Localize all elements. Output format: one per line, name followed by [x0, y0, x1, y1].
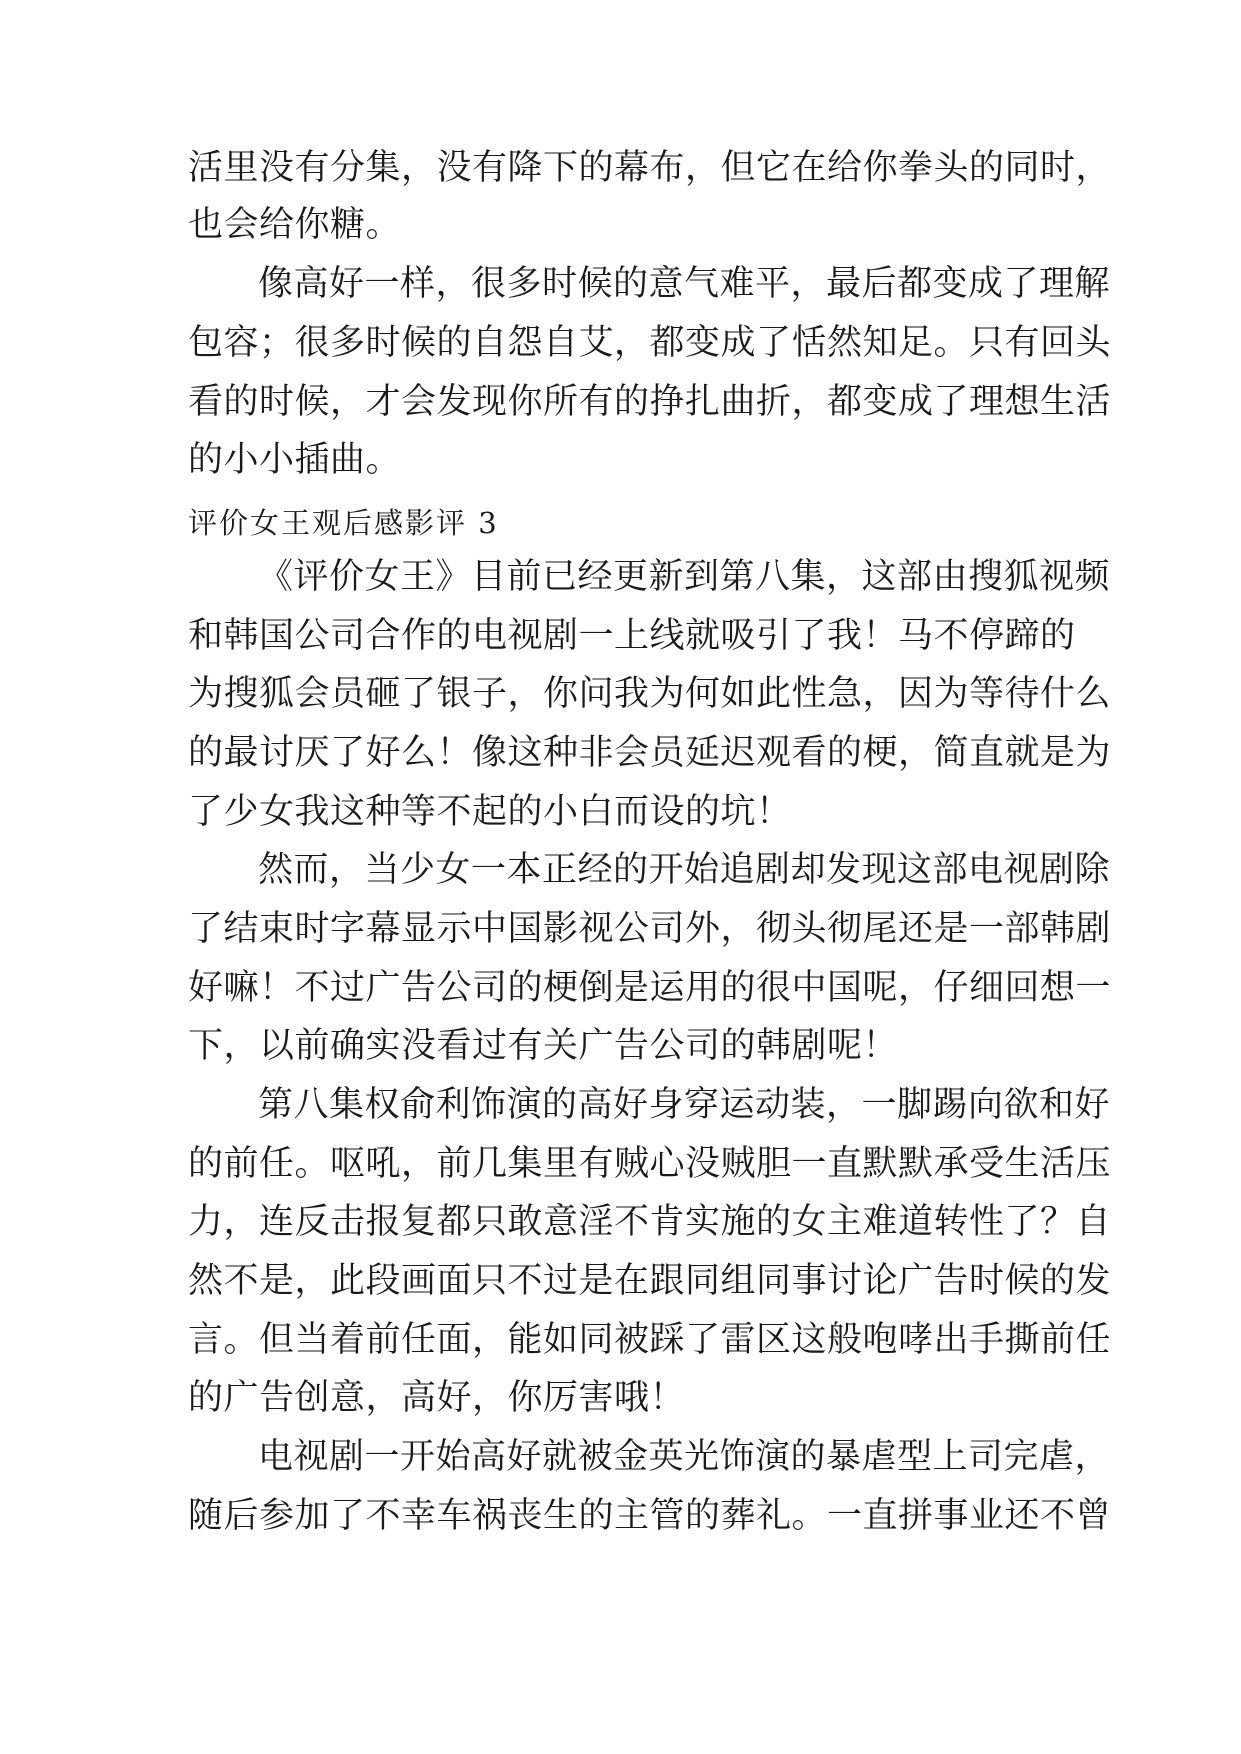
- text-line: 的小小插曲。: [188, 440, 402, 480]
- text-line: 《评价女王》目前已经更新到第八集，这部由搜狐视频: [258, 557, 1111, 597]
- text-line: 下，以前确实没看过有关广告公司的韩剧呢！: [188, 1026, 899, 1066]
- text-line: 随后参加了不幸车祸丧生的主管的葬礼。一直拼事业还不曾: [188, 1496, 1112, 1536]
- text-line: 电视剧一开始高好就被金英光饰演的暴虐型上司完虐，: [258, 1437, 1111, 1477]
- text-line: 像高好一样，很多时候的意气难平，最后都变成了理解: [258, 264, 1111, 304]
- text-line: 第八集权俞利饰演的高好身穿运动装，一脚踢向欲和好: [258, 1085, 1111, 1125]
- text-line: 的广告创意，高好，你厉害哦！: [188, 1378, 686, 1418]
- text-line: 也会给你糖。: [188, 205, 402, 245]
- text-line: 言。但当着前任面，能如同被踩了雷区这般咆哮出手撕前任: [188, 1320, 1112, 1360]
- text-line: 力，连反击报复都只敢意淫不肯实施的女主难道转性了？自: [188, 1202, 1112, 1242]
- text-line: 然不是，此段画面只不过是在跟同组同事讨论广告时候的发: [188, 1261, 1112, 1301]
- text-line: 的最讨厌了好么！像这种非会员延迟观看的梗，简直就是为: [188, 733, 1112, 773]
- text-line: 包容；很多时候的自怨自艾，都变成了恬然知足。只有回头: [188, 323, 1112, 363]
- text-line: 然而，当少女一本正经的开始追剧却发现这部电视剧除: [258, 850, 1111, 890]
- text-line: 活里没有分集，没有降下的幕布，但它在给你拳头的同时，: [188, 148, 1112, 188]
- text-line: 了少女我这种等不起的小白而设的坑！: [188, 792, 792, 832]
- text-line: 了结束时字幕显示中国影视公司外，彻头彻尾还是一部韩剧: [188, 909, 1112, 949]
- text-line: 为搜狐会员砸了银子，你问我为何如此性急，因为等待什么: [188, 674, 1112, 714]
- section-heading: 评价女王观后感影评 3: [188, 506, 499, 540]
- text-line: 的前任。呕吼，前几集里有贼心没贼胆一直默默承受生活压: [188, 1144, 1112, 1184]
- text-line: 好嘛！不过广告公司的梗倒是运用的很中国呢，仔细回想一: [188, 968, 1112, 1008]
- text-line: 和韩国公司合作的电视剧一上线就吸引了我！马不停蹄的: [188, 616, 1076, 656]
- text-line: 看的时候，才会发现你所有的挣扎曲折，都变成了理想生活: [188, 382, 1112, 422]
